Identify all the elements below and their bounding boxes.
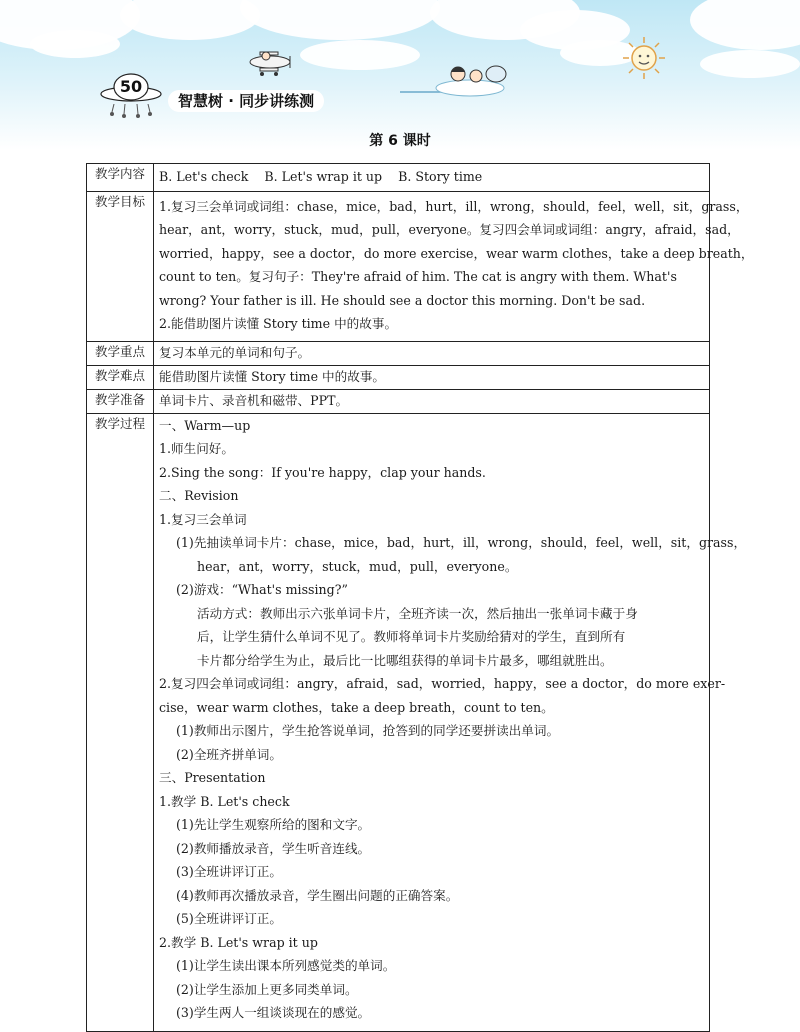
process-line: 卡片都分给学生为止，最后比一比哪组获得的单词卡片最多，哪组就胜出。 — [197, 652, 613, 668]
page-number-badge — [100, 72, 162, 106]
process-line: (1)先抽读单词卡片：chase，mice，bad，hurt，ill，wrong，should，feel，well，sit，grass， — [176, 535, 747, 550]
process-cell — [154, 413, 747, 1031]
key-label: 教学重点 — [87, 341, 154, 365]
process-line: 1.教学 B. Let's check — [159, 793, 290, 809]
row-key — [87, 341, 710, 365]
process-line: (2)让学生添加上更多同类单词。 — [176, 981, 358, 997]
process-line: 活动方式：教师出示六张单词卡片，全班齐读一次，然后抽出一张单词卡藏于身 — [197, 605, 638, 621]
process-line: (2)教师播放录音，学生听音连线。 — [176, 840, 371, 856]
goals-line: 1.复习三会单词或词组：chase，mice，bad，hurt，ill，wrong，should，feel，well，sit，grass， — [159, 198, 749, 214]
cloud — [700, 50, 800, 78]
process-line: (1)先让学生观察所给的图和文字。 — [176, 817, 371, 832]
row-content — [87, 164, 710, 192]
page-number: 50 — [119, 77, 143, 96]
process-line: 1.师生问好。 — [159, 441, 234, 456]
goals-line: hear，ant，worry，stuck，mud，pull，everyone。复习四会单词或词组：angry，afraid，sad， — [159, 222, 740, 237]
airplane-illustration — [244, 44, 298, 78]
key-value: 复习本单元的单词和句子。 — [154, 341, 710, 365]
process-line: hear，ant，worry，stuck，mud，pull，everyone。 — [197, 558, 518, 574]
goals-line: count to ten。复习句子：They're afraid of him. The cat is angry with them. What's — [159, 269, 677, 284]
row-goals — [87, 191, 710, 341]
content-value: B. Let's check B. Let's wrap it up B. Story time — [154, 164, 710, 192]
process-line: (2)全班齐拼单词。 — [176, 746, 282, 762]
goals-line: wrong? Your father is ill. He should see a doctor this morning. Don't be sad. — [159, 292, 646, 308]
cloud — [30, 30, 120, 58]
sun-icon — [622, 36, 666, 80]
content-label: 教学内容 — [87, 164, 154, 192]
row-difficulty — [87, 365, 710, 389]
process-label: 教学过程 — [87, 413, 154, 1031]
process-line: (1)教师出示图片，学生抢答说单词，抢答到的同学还要拼读出单词。 — [176, 723, 560, 738]
process-line: 二、Revision — [159, 488, 239, 503]
process-line: 三、Presentation — [159, 770, 266, 785]
process-list — [159, 414, 747, 1025]
goals-cell — [154, 191, 754, 341]
process-line: (1)让学生读出课本所列感觉类的单词。 — [176, 958, 396, 973]
lesson-title: 第 6 课时 — [369, 133, 431, 149]
process-line: (2)游戏：“What's missing?” — [176, 582, 348, 597]
process-line: 2.复习四会单词或词组：angry，afraid，sad，worried，happy，see a doctor，do more exer- — [159, 676, 726, 691]
difficulty-value: 能借助图片读懂 Story time 中的故事。 — [154, 365, 710, 389]
process-line: (3)学生两人一组谈谈现在的感觉。 — [176, 1005, 371, 1020]
process-line: (5)全班讲评订正。 — [176, 911, 282, 926]
lesson-plan-table — [86, 163, 754, 1032]
process-line: (3)全班讲评订正。 — [176, 864, 282, 879]
ufo-legs-icon — [108, 104, 154, 118]
goals-label: 教学目标 — [87, 191, 154, 341]
cloud — [120, 0, 260, 40]
row-process — [87, 413, 710, 1031]
cloud — [240, 0, 440, 40]
process-line: 2.Sing the song：If you're happy，clap your hands. — [159, 464, 486, 480]
prep-value: 单词卡片、录音机和磁带、PPT。 — [154, 389, 710, 413]
header-banner — [0, 0, 800, 150]
process-line: 一、Warm—up — [159, 417, 251, 433]
goals-line: worried，happy，see a doctor，do more exercise，wear warm clothes，take a deep breath， — [159, 245, 754, 261]
process-line: cise，wear warm clothes，take a deep breath，count to ten。 — [159, 699, 554, 715]
process-line: 后，让学生猜什么单词不见了。教师将单词卡片奖励给猜对的学生，直到所有 — [197, 629, 626, 644]
cloud — [690, 0, 800, 50]
series-title: 智慧树 · 同步讲练测 — [168, 90, 324, 112]
process-line: (4)教师再次播放录音，学生圈出问题的正确答案。 — [176, 887, 459, 903]
process-line: 1.复习三会单词 — [159, 511, 247, 527]
difficulty-label: 教学难点 — [87, 365, 154, 389]
kids-on-cloud-illustration — [400, 54, 520, 98]
prep-label: 教学准备 — [87, 389, 154, 413]
goals-line: 2.能借助图片读懂 Story time 中的故事。 — [159, 316, 398, 331]
process-line: 2.教学 B. Let's wrap it up — [159, 934, 318, 950]
row-prep — [87, 389, 710, 413]
